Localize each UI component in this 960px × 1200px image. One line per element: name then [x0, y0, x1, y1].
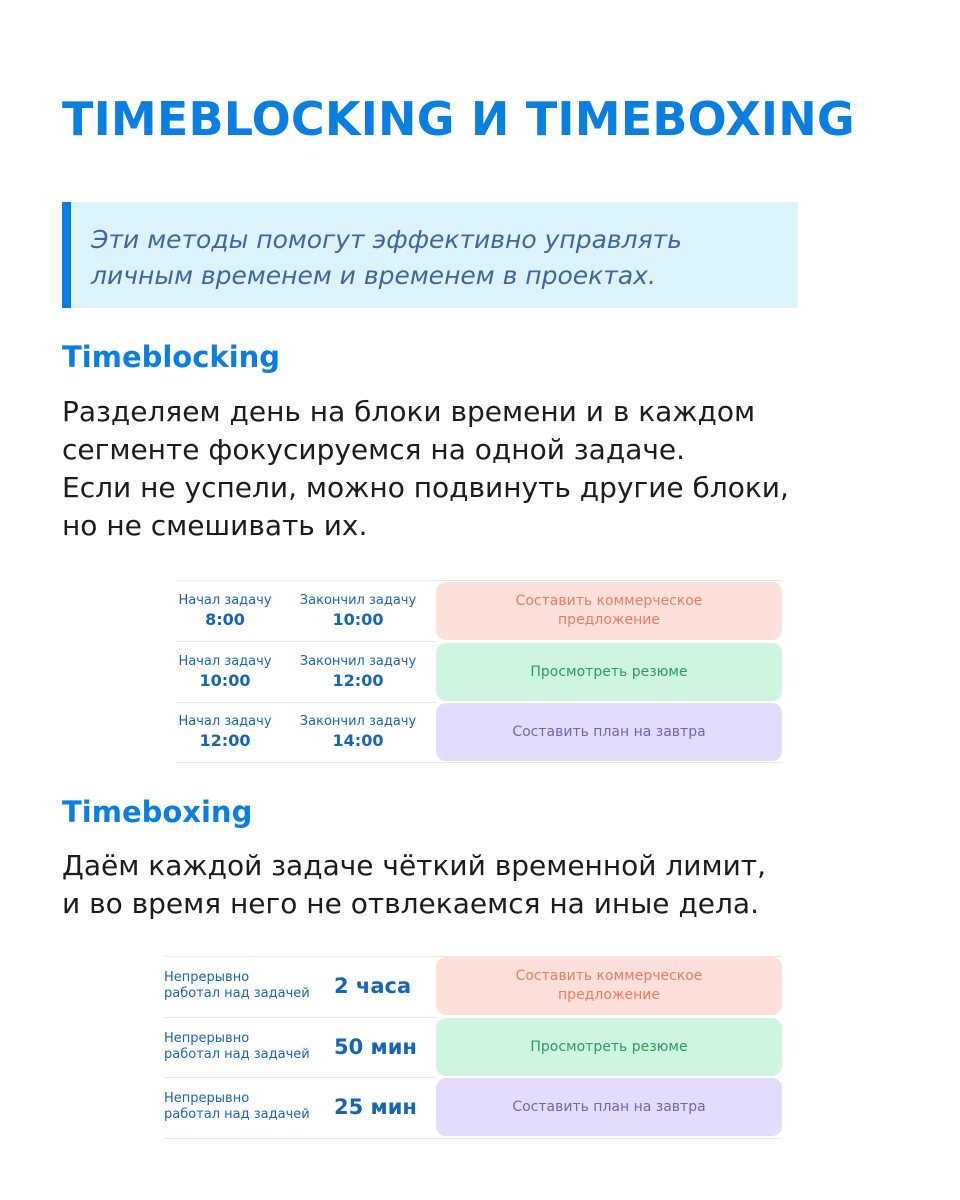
task-label: Составить план на завтра [512, 723, 706, 740]
start-label: Начал задачу [178, 653, 272, 669]
end-label: Закончил задачу [299, 713, 417, 729]
schedule-divider [176, 580, 782, 581]
timeboxing-description [62, 847, 766, 923]
schedule-divider [164, 1138, 782, 1139]
description-line: и во время него не отвлекаемся на иные дела. [62, 887, 759, 920]
timeboxing-schedule [164, 955, 782, 1141]
end-time: 14:00 [332, 730, 384, 750]
description-line: Даём каждой задаче чёткий временной лимит, [62, 849, 767, 882]
duration-label: Непрерывно работал над задачей [164, 1091, 310, 1122]
end-cell [292, 643, 424, 701]
timeboxing-heading: Timeboxing [62, 795, 253, 829]
duration-value: 25 мин [334, 1095, 417, 1119]
task-block-plan-tomorrow [436, 1078, 782, 1136]
start-time: 12:00 [199, 730, 251, 750]
end-cell [292, 582, 424, 640]
task-label: Составить коммерческое [515, 593, 703, 609]
schedule-row [164, 957, 782, 1015]
task-label: Просмотреть резюме [530, 1038, 688, 1055]
start-label: Начал задачу [178, 713, 272, 729]
page-title: TIMEBLOCKING И TIMEBOXING [62, 92, 855, 146]
description-line: но не смешивать их. [62, 509, 368, 542]
end-time: 12:00 [332, 670, 384, 690]
start-time: 10:00 [199, 670, 251, 690]
end-label: Закончил задачу [299, 653, 417, 669]
task-block-review-resumes [436, 643, 782, 701]
timeblocking-heading: Timeblocking [62, 340, 281, 374]
task-label: предложение [558, 987, 660, 1003]
callout-line: личным временем и временем в проектах. [91, 261, 656, 290]
task-label: Составить коммерческое [515, 968, 703, 984]
schedule-row [164, 1018, 782, 1076]
duration-value: 50 мин [334, 1035, 417, 1059]
schedule-row [176, 703, 782, 761]
description-line: сегменте фокусируемся на одной задаче. [62, 433, 686, 466]
intro-callout [62, 202, 798, 308]
task-block-commercial-offer [436, 582, 782, 640]
task-block-commercial-offer [436, 957, 782, 1015]
timeblocking-description [62, 393, 789, 545]
start-label: Начал задачу [178, 592, 272, 608]
end-label: Закончил задачу [299, 592, 417, 608]
callout-text [91, 222, 798, 294]
task-label: Составить план на завтра [512, 1098, 706, 1115]
schedule-row [176, 643, 782, 701]
description-line: Если не успели, можно подвинуть другие блоки, [62, 471, 789, 504]
start-time: 8:00 [205, 609, 245, 629]
duration-value: 2 часа [334, 974, 412, 998]
duration-label: Непрерывно работал над задачей [164, 1031, 310, 1062]
task-block-plan-tomorrow [436, 703, 782, 761]
schedule-divider [176, 641, 436, 642]
duration-label: Непрерывно работал над задачей [164, 970, 310, 1001]
schedule-row [176, 582, 782, 640]
task-block-review-resumes [436, 1018, 782, 1076]
start-cell [176, 582, 274, 640]
start-cell [176, 703, 274, 761]
task-label: Просмотреть резюме [530, 663, 688, 680]
task-label: предложение [558, 612, 660, 628]
schedule-divider [176, 762, 782, 763]
end-time: 10:00 [332, 609, 384, 629]
description-line: Разделяем день на блоки времени и в каждом [62, 395, 756, 428]
start-cell [176, 643, 274, 701]
timeblocking-schedule [176, 578, 782, 764]
schedule-row [164, 1078, 782, 1136]
end-cell [292, 703, 424, 761]
callout-line: Эти методы помогут эффективно управлять [91, 225, 682, 254]
